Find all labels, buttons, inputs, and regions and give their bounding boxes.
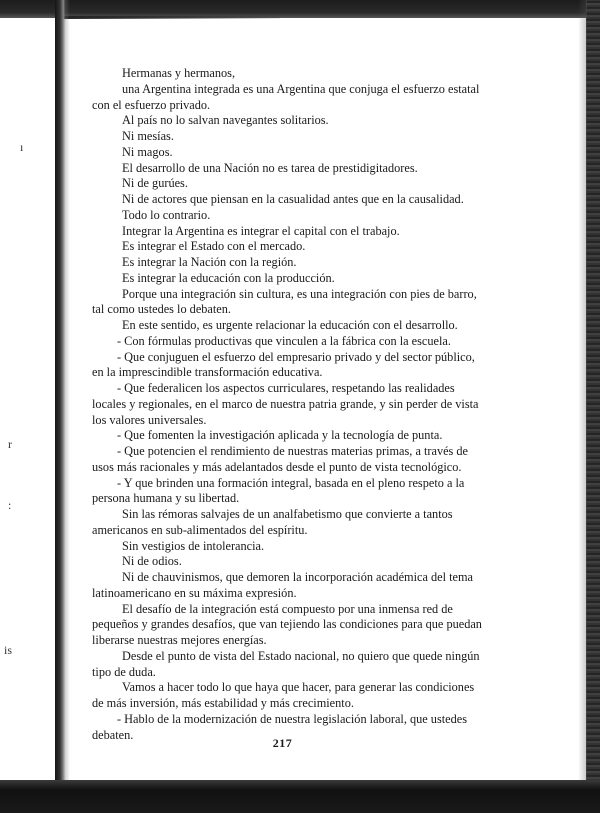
- text-line: - Que federalicen los aspectos curriculares, respetando las realidades: [117, 381, 455, 395]
- text-line: tipo de duda.: [92, 664, 156, 679]
- text-line: - Que potencien el rendimiento de nuestras materias primas, a través de: [117, 444, 469, 458]
- text-line: Ni mesías.: [122, 129, 174, 143]
- text-line: los valores universales.: [92, 412, 207, 427]
- text-line: en la imprescindible transformación educativa.: [92, 365, 323, 380]
- scan-binding-fade: [64, 0, 70, 790]
- margin-mark: r: [8, 437, 12, 451]
- text-line: Ni de gurúes.: [122, 176, 188, 191]
- text-line: Ni de odios.: [122, 554, 182, 569]
- text-line: pequeños y grandes desafíos, que van tejiendo las condiciones para que puedan: [92, 617, 482, 632]
- text-line: usos más racionales y más adelantados desde el punto de vista tecnológico.: [92, 459, 462, 474]
- text-line: latinoamericano en su máxima expresión.: [92, 585, 297, 600]
- text-line: de más inversión, más estabilidad y más crecimiento.: [92, 696, 354, 710]
- text-line: Ni de chauvinismos, que demoren la incorporación académica del tema: [122, 570, 474, 584]
- text-line: En este sentido, es urgente relacionar la educación con el desarrollo.: [122, 318, 458, 332]
- page-number: 217: [272, 736, 293, 750]
- text-line: Al país no lo salvan navegantes solitarios.: [122, 113, 329, 128]
- margin-mark: :: [8, 498, 12, 512]
- text-line: Hermanas y hermanos,: [122, 66, 236, 80]
- scan-top-border-tail: [60, 16, 280, 19]
- text-line: Ni de actores que piensan en la casualidad antes que en la causalidad.: [122, 192, 464, 206]
- text-line: una Argentina integrada es una Argentina que conjuga el esfuerzo estatal: [122, 81, 480, 96]
- text-line: - Que fomenten la investigación aplicada y la tecnología de punta.: [117, 428, 443, 443]
- text-line: tal como ustedes lo debaten.: [92, 302, 231, 317]
- body-text: [92, 66, 492, 743]
- text-line: persona humana y su libertad.: [92, 491, 240, 506]
- text-line: - Que conjuguen el esfuerzo del empresario privado y del sector público,: [117, 349, 475, 364]
- text-line: debaten.: [92, 727, 134, 742]
- text-line: - Y que brinden una formación integral, basada en el pleno respeto a la: [117, 475, 465, 490]
- text-line: Sin vestigios de intolerancia.: [122, 538, 265, 553]
- text-line: Es integrar la educación con la producción.: [122, 270, 335, 285]
- text-line: - Hablo de la modernización de nuestra legislación laboral, que ustedes: [117, 711, 467, 726]
- text-line: El desafío de la integración está compuesto por una inmensa red de: [122, 601, 453, 616]
- text-line: liberarse nuestras mejores energías.: [92, 633, 267, 647]
- text-line: Porque una integración sin cultura, es una integración con pies de barro,: [122, 286, 477, 301]
- text-line: Desde el punto de vista del Estado nacional, no quiero que quede ningún: [122, 648, 480, 663]
- text-line: americanos en sub-alimentados del espíritu.: [92, 522, 308, 537]
- scan-right-edge: [586, 0, 600, 813]
- text-line: El desarrollo de una Nación no es tarea de prestidigitadores.: [122, 160, 418, 175]
- margin-mark: is: [4, 643, 13, 657]
- text-line: Vamos a hacer todo lo que haya que hacer, para generar las condiciones: [122, 680, 475, 695]
- scan-bottom-border: [0, 780, 600, 813]
- margin-mark: ı: [20, 140, 24, 154]
- text-line: Integrar la Argentina es integrar el capital con el trabajo.: [122, 223, 400, 238]
- scan-right-edge-fade: [578, 0, 587, 813]
- text-line: Es integrar la Nación con la región.: [122, 255, 297, 269]
- text-line: - Con fórmulas productivas que vinculen a la fábrica con la escuela.: [117, 333, 451, 348]
- text-line: Es integrar el Estado con el mercado.: [122, 239, 306, 254]
- text-line: Todo lo contrario.: [122, 207, 211, 222]
- text-line: Sin las rémoras salvajes de un analfabetismo que convierte a tantos: [122, 507, 453, 521]
- text-line: con el esfuerzo privado.: [92, 97, 211, 112]
- text-line: locales y regionales, en el marco de nuestra patria grande, y sin perder de vista: [92, 396, 479, 411]
- text-line: Ni magos.: [122, 144, 173, 159]
